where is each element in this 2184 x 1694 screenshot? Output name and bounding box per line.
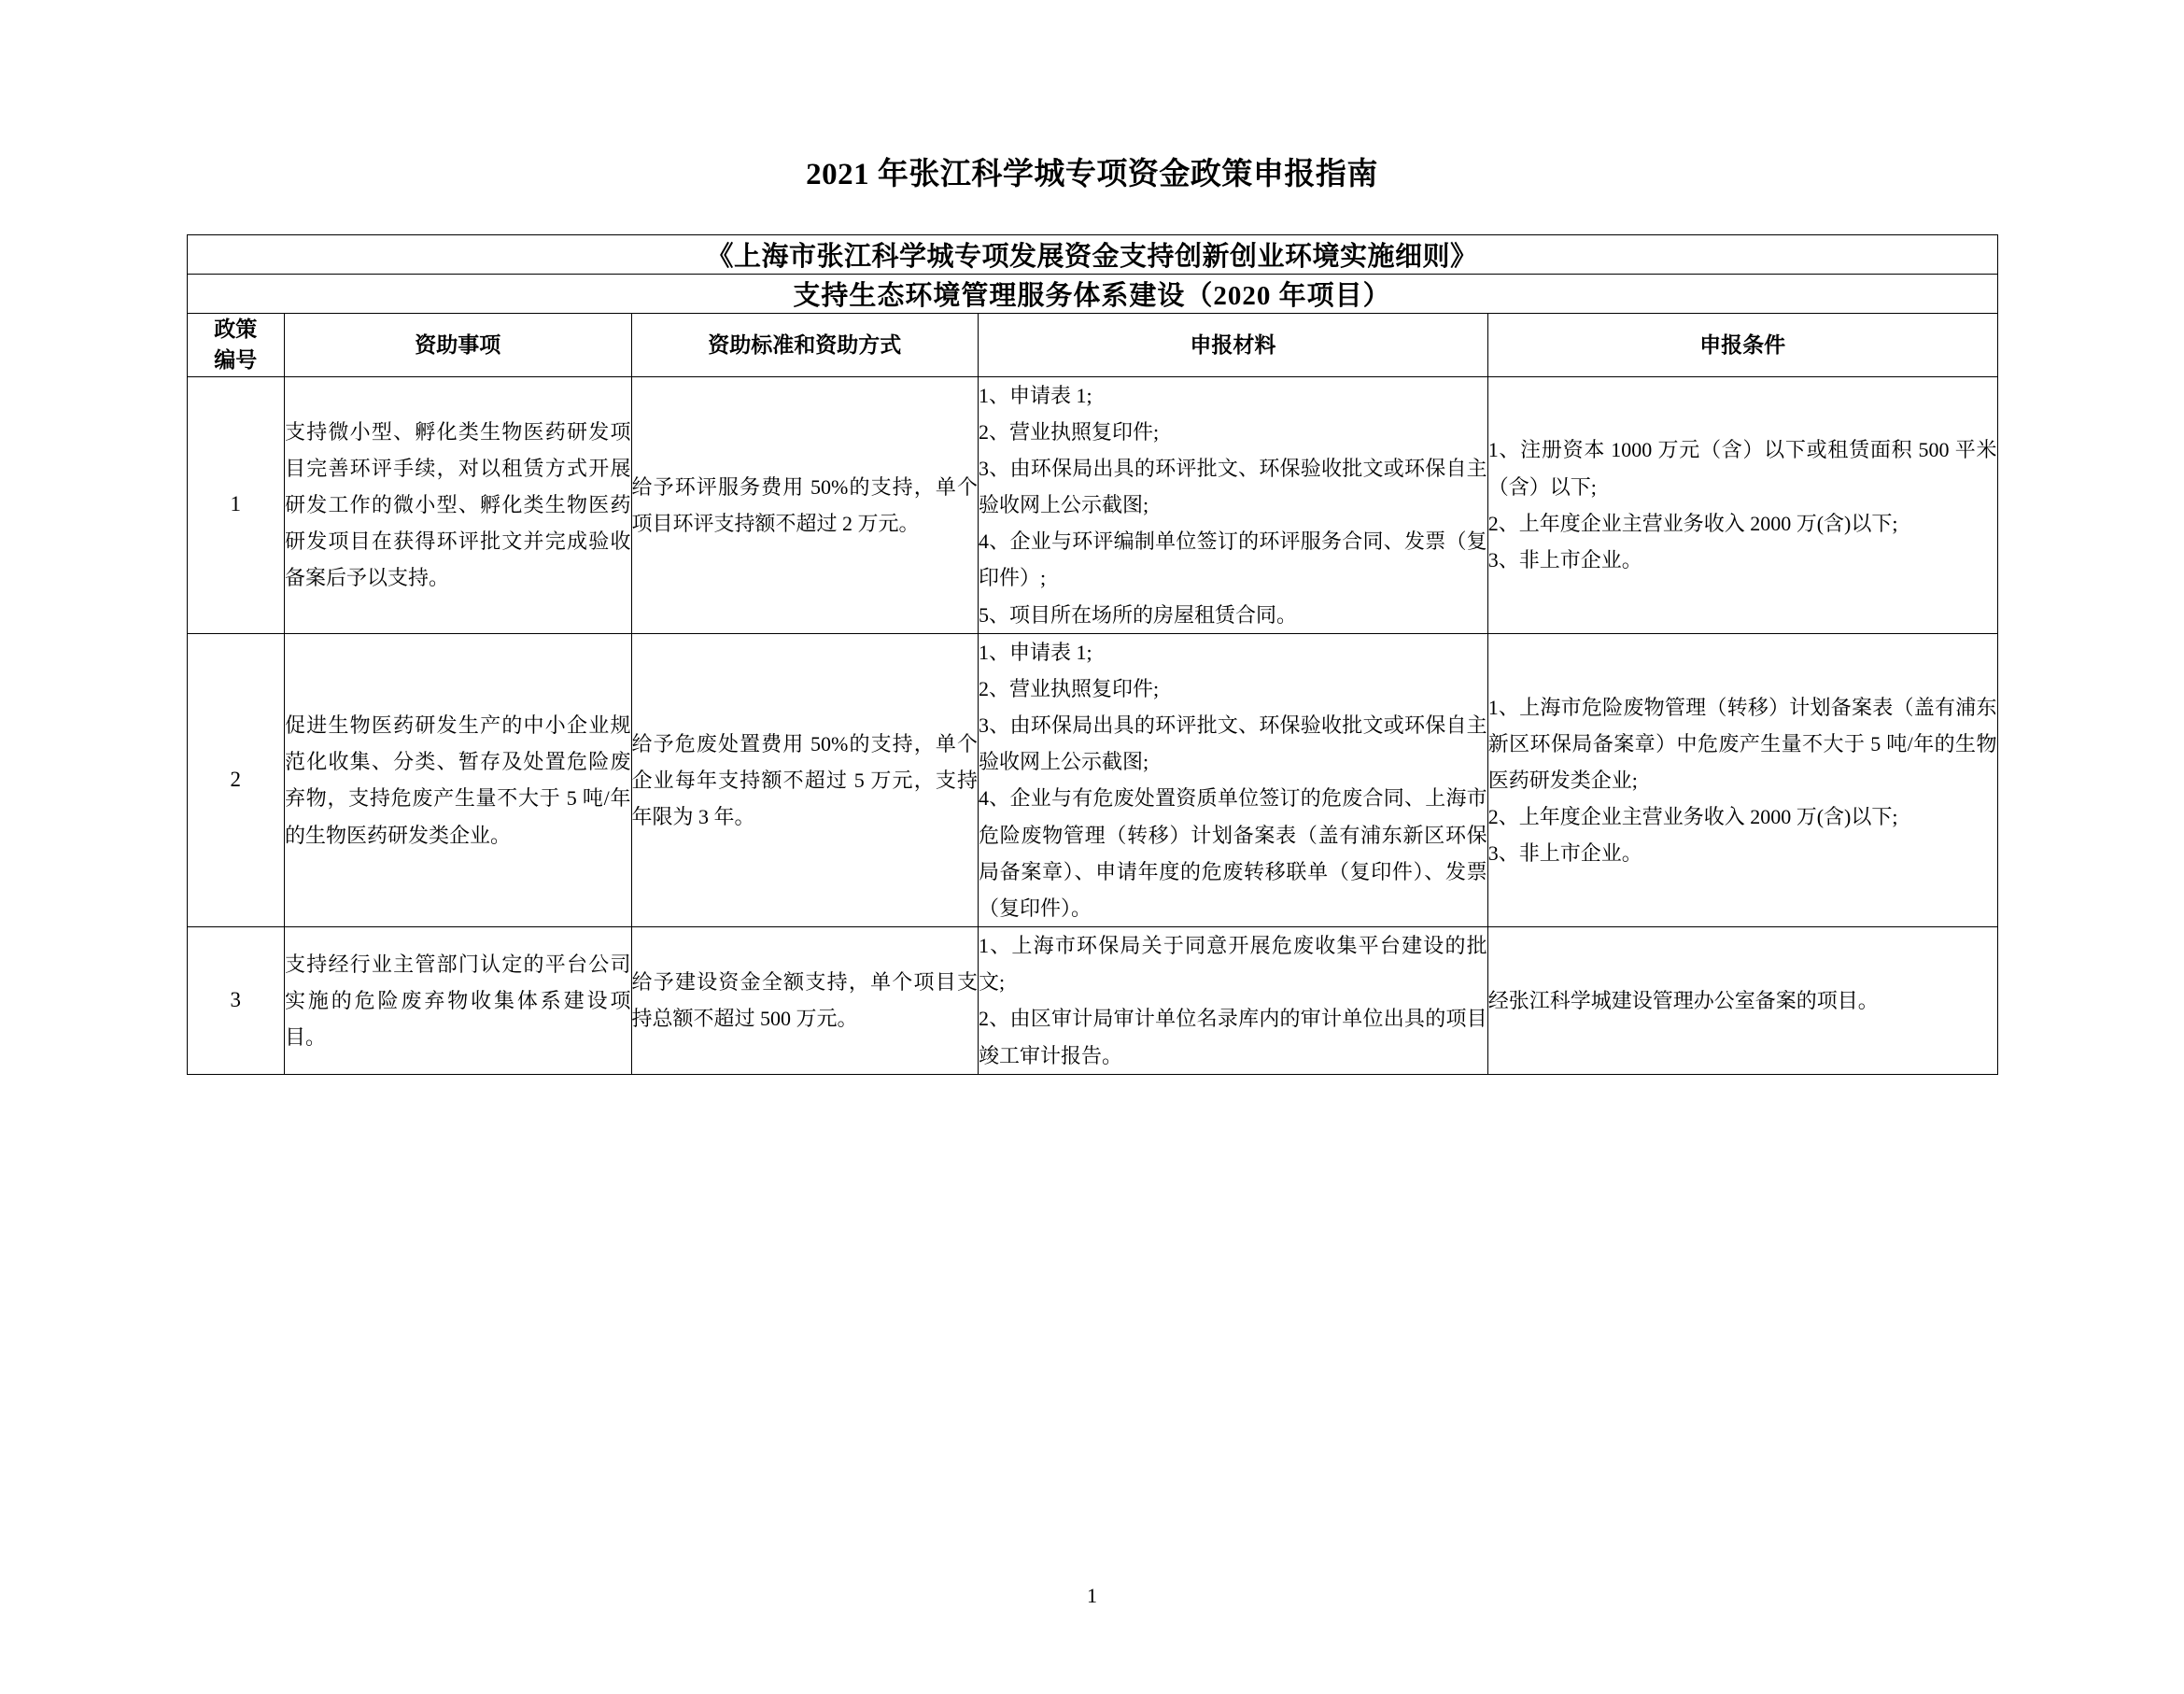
- row-materials: [979, 376, 1488, 633]
- row-conditions: [1487, 927, 1997, 1075]
- column-header-item: 资助事项: [284, 314, 631, 377]
- page-number: 1: [1087, 1584, 1097, 1607]
- material-line: 2、营业执照复印件;: [979, 676, 1160, 700]
- page-title: 2021 年张江科学城专项资金政策申报指南: [806, 158, 1378, 191]
- row-standard-text: 给予危废处置费用 50%的支持，单个企业每年支持额不超过 5 万元，支持年限为 3 年。: [631, 731, 979, 828]
- row-standard: [631, 633, 979, 926]
- condition-line: 3、非上市企业。: [1487, 841, 1642, 866]
- row-conditions: [1487, 376, 1997, 633]
- material-line: 5、项目所在场所的房屋租赁合同。: [979, 602, 1298, 627]
- row-item: [284, 633, 631, 926]
- table-banner-row-2: [187, 275, 1997, 314]
- policy-table: [187, 234, 1998, 1075]
- table-banner-row-1: [187, 235, 1997, 275]
- row-materials: [979, 633, 1488, 926]
- material-line: 3、由环保局出具的环评批文、环保验收批文或环保自主验收网上公示截图;: [979, 457, 1487, 517]
- table-row: [187, 927, 1997, 1075]
- condition-line: 1、注册资本 1000 万元（含）以下或租赁面积 500 平米（含）以下;: [1487, 438, 1997, 499]
- condition-line: 3、非上市企业。: [1487, 547, 1642, 572]
- table-row: [187, 633, 1997, 926]
- material-line: 2、由区审计局审计单位名录库内的审计单位出具的项目竣工审计报告。: [979, 1007, 1487, 1067]
- row-standard-text: 给予环评服务费用 50%的支持，单个项目环评支持额不超过 2 万元。: [631, 474, 979, 535]
- row-conditions: [1487, 633, 1997, 926]
- row-materials: [979, 927, 1488, 1075]
- material-line: 1、申请表 1;: [979, 383, 1092, 407]
- condition-line: 1、上海市危险废物管理（转移）计划备案表（盖有浦东新区环保局备案章）中危废产生量不大于 5 吨/年的生物医药研发类企业;: [1487, 695, 1997, 792]
- row-standard: [631, 376, 979, 633]
- row-standard-text: 给予建设资金全额支持，单个项目支持总额不超过 500 万元。: [631, 970, 979, 1031]
- material-line: 1、申请表 1;: [979, 640, 1092, 664]
- table-row: [187, 376, 1997, 633]
- condition-line: 经张江科学城建设管理办公室备案的项目。: [1487, 988, 1879, 1012]
- condition-line: 2、上年度企业主营业务收入 2000 万(含)以下;: [1487, 511, 1898, 535]
- banner-title-regulation: 《上海市张江科学城专项发展资金支持创新创业环境实施细则》: [187, 235, 1997, 275]
- column-header-materials: 申报材料: [979, 314, 1488, 377]
- row-number: 2: [187, 633, 284, 926]
- document-page: [0, 149, 2184, 1694]
- material-line: 4、企业与有危废处置资质单位签订的危废合同、上海市危险废物管理（转移）计划备案表（盖有浦东新区环保局备案章）、申请年度的危废转移联单（复印件）、发票（复印件）。: [979, 786, 1487, 920]
- row-number: 1: [187, 376, 284, 633]
- row-item-text: 支持微小型、孵化类生物医药研发项目完善环评手续，对以租赁方式开展研发工作的微小型、孵化类生物医药研发项目在获得环评批文并完成验收备案后予以支持。: [284, 419, 631, 590]
- material-line: 2、营业执照复印件;: [979, 419, 1160, 444]
- row-item-text: 促进生物医药研发生产的中小企业规范化收集、分类、暂存及处置危险废弃物，支持危废产生量不大于 5 吨/年的生物医药研发类企业。: [284, 713, 631, 847]
- row-item: [284, 927, 631, 1075]
- table-header-row: [187, 314, 1997, 377]
- row-number: 3: [187, 927, 284, 1075]
- column-header-standard: 资助标准和资助方式: [631, 314, 979, 377]
- banner-title-subject: 支持生态环境管理服务体系建设（2020 年项目）: [187, 275, 1997, 314]
- row-item-text: 支持经行业主管部门认定的平台公司实施的危险废弃物收集体系建设项目。: [284, 952, 631, 1049]
- material-line: 3、由环保局出具的环评批文、环保验收批文或环保自主验收网上公示截图;: [979, 713, 1487, 774]
- column-header-number: 政策 编号: [187, 314, 284, 377]
- column-header-conditions: 申报条件: [1487, 314, 1997, 377]
- row-standard: [631, 927, 979, 1075]
- condition-line: 2、上年度企业主营业务收入 2000 万(含)以下;: [1487, 804, 1898, 828]
- material-line: 1、上海市环保局关于同意开展危废收集平台建设的批文;: [979, 934, 1487, 995]
- material-line: 4、企业与环评编制单位签订的环评服务合同、发票（复印件）;: [979, 529, 1487, 590]
- row-item: [284, 376, 631, 633]
